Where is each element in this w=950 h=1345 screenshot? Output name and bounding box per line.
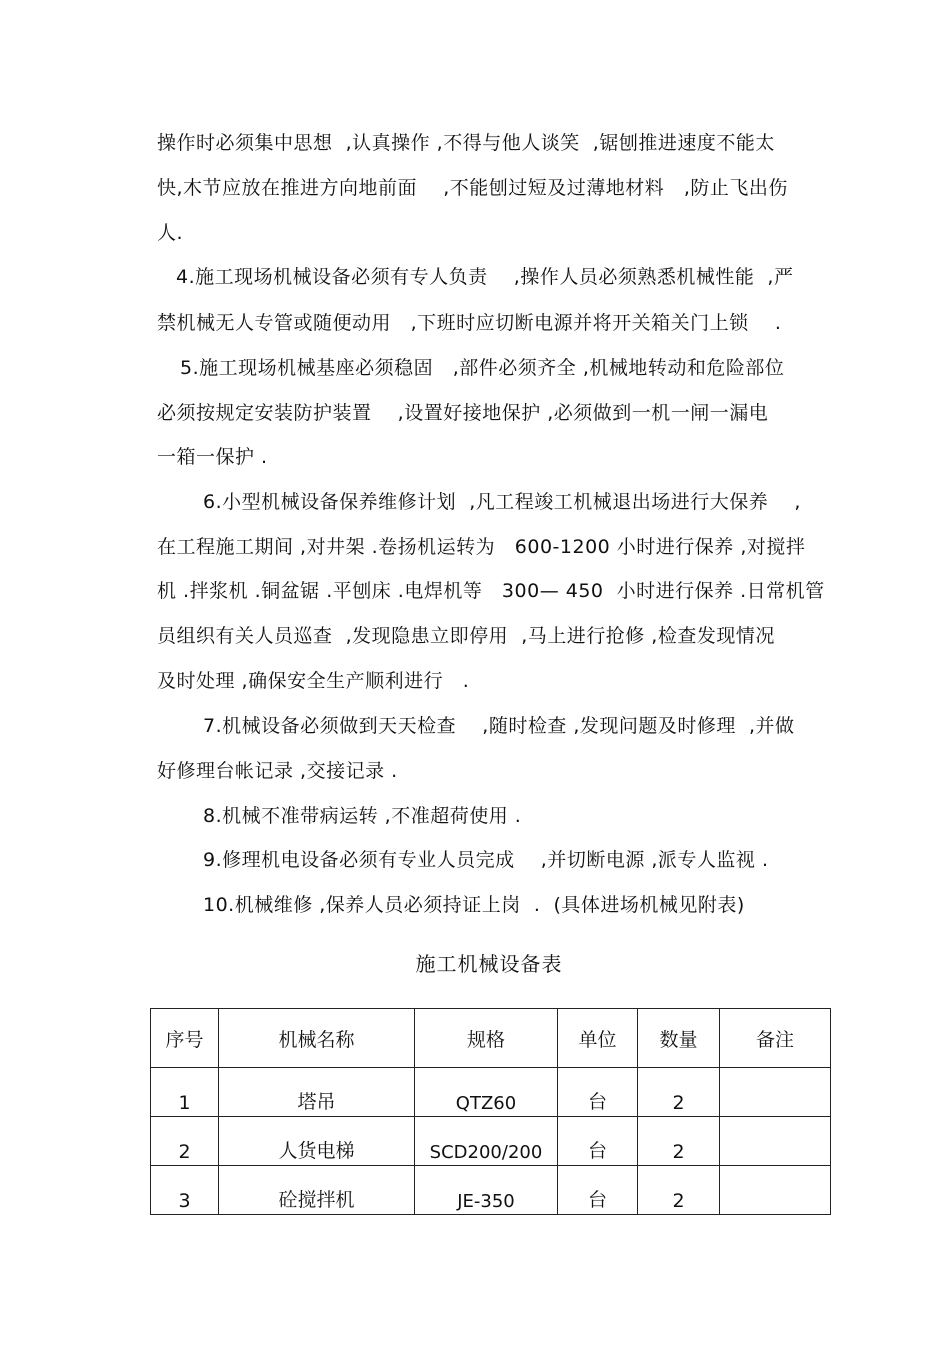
text-line: 9.修理机电设备必须有专业人员完成 ,并切断电源 ,派专人监视 . bbox=[203, 849, 769, 871]
table-cell: QTZ60 bbox=[415, 1068, 558, 1117]
table-cell: 3 bbox=[151, 1166, 219, 1215]
table-cell: 台 bbox=[558, 1117, 638, 1166]
table-cell: SCD200/200 bbox=[415, 1117, 558, 1166]
header-cell-index: 序号 bbox=[151, 1009, 219, 1068]
text-line: 快,木节应放在推进方向地前面 ,不能刨过短及过薄地材料 ,防止飞出伤 bbox=[157, 177, 788, 199]
header-cell-name: 机械名称 bbox=[219, 1009, 415, 1068]
text-line: 7.机械设备必须做到天天检查 ,随时检查 ,发现问题及时修理 ,并做 bbox=[203, 715, 795, 737]
text-line: 一箱一保护 . bbox=[157, 446, 268, 468]
text-line: 禁机械无人专管或随便动用 ,下班时应切断电源并将开关箱关门上锁 . bbox=[157, 312, 782, 334]
header-cell-quantity: 数量 bbox=[638, 1009, 720, 1068]
text-line: 6.小型机械设备保养维修计划 ,凡工程竣工机械退出场进行大保养 , bbox=[203, 491, 801, 513]
text-line: 机 .拌浆机 .铜盆锯 .平刨床 .电焊机等 300— 450 小时进行保养 .日常机管 bbox=[157, 580, 825, 602]
table-cell: 台 bbox=[558, 1068, 638, 1117]
table-cell bbox=[720, 1117, 831, 1166]
table-cell bbox=[720, 1068, 831, 1117]
text-line: 及时处理 ,确保安全生产顺利进行 . bbox=[157, 670, 470, 692]
text-line: 必须按规定安装防护装置 ,设置好接地保护 ,必须做到一机一闸一漏电 bbox=[157, 402, 769, 424]
table-cell: 人货电梯 bbox=[219, 1117, 415, 1166]
table-cell: 塔吊 bbox=[219, 1068, 415, 1117]
table-row bbox=[151, 1166, 831, 1215]
header-cell-unit: 单位 bbox=[558, 1009, 638, 1068]
table-cell: 砼搅拌机 bbox=[219, 1166, 415, 1215]
text-line: 好修理台帐记录 ,交接记录 . bbox=[157, 760, 398, 782]
table-cell: 1 bbox=[151, 1068, 219, 1117]
text-line: 在工程施工期间 ,对井架 .卷扬机运转为 600-1200 小时进行保养 ,对搅拌 bbox=[157, 536, 806, 558]
table-cell: JE-350 bbox=[415, 1166, 558, 1215]
text-line: 4.施工现场机械设备必须有专人负责 ,操作人员必须熟悉机械性能 ,严 bbox=[176, 266, 794, 288]
table-row bbox=[151, 1117, 831, 1166]
text-line: 员组织有关人员巡查 ,发现隐患立即停用 ,马上进行抢修 ,检查发现情况 bbox=[157, 625, 775, 647]
table-row bbox=[151, 1068, 831, 1117]
table-cell: 台 bbox=[558, 1166, 638, 1215]
table-title: 施工机械设备表 bbox=[415, 952, 563, 976]
header-cell-remarks: 备注 bbox=[720, 1009, 831, 1068]
equipment-table bbox=[150, 1008, 831, 1215]
text-line: 人. bbox=[157, 222, 184, 244]
text-line: 操作时必须集中思想 ,认真操作 ,不得与他人谈笑 ,锯刨推进速度不能太 bbox=[157, 132, 775, 154]
table-cell: 2 bbox=[638, 1068, 720, 1117]
table-cell: 2 bbox=[151, 1117, 219, 1166]
text-line: 10.机械维修 ,保养人员必须持证上岗 . (具体进场机械见附表) bbox=[203, 894, 745, 916]
table-cell: 2 bbox=[638, 1117, 720, 1166]
text-line: 8.机械不准带病运转 ,不准超荷使用 . bbox=[203, 805, 522, 827]
header-cell-spec: 规格 bbox=[415, 1009, 558, 1068]
table-cell bbox=[720, 1166, 831, 1215]
table-header-row bbox=[151, 1009, 831, 1068]
table-cell: 2 bbox=[638, 1166, 720, 1215]
text-line: 5.施工现场机械基座必须稳固 ,部件必须齐全 ,机械地转动和危险部位 bbox=[180, 357, 785, 379]
